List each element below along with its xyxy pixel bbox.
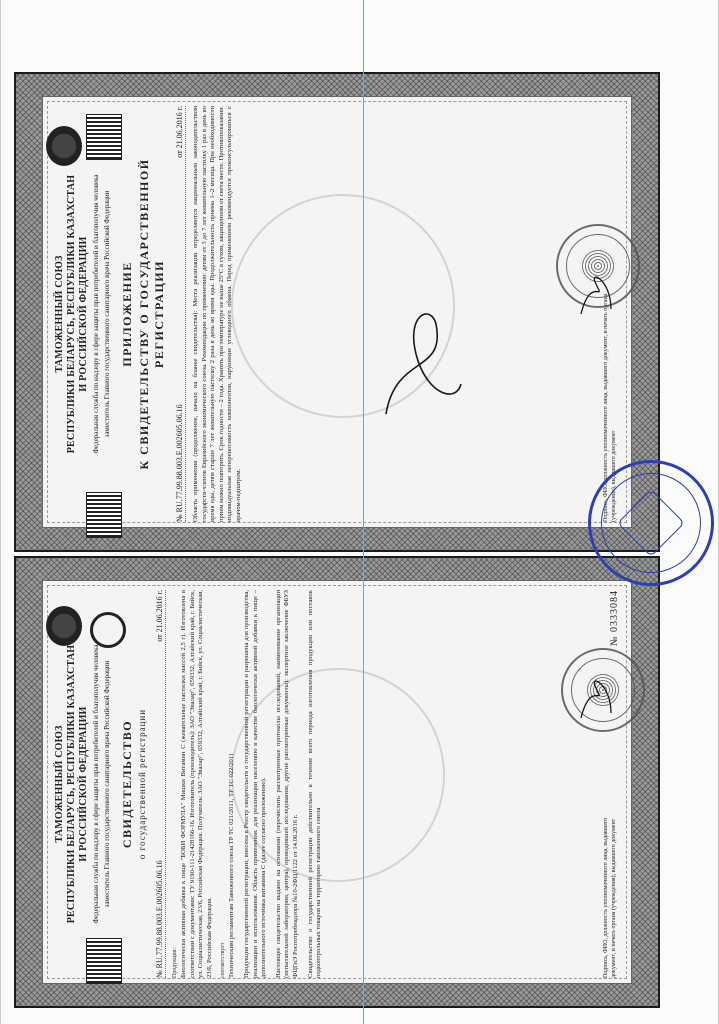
regulation-label: соответствует (220, 942, 227, 978)
certificate-subtitle: о государственной регистрации (137, 708, 147, 860)
certificate-number: RU.77.99.88.003.E.002605.06.16 (155, 860, 164, 969)
appendix-header-line-3: И РОССИЙСКОЙ ФЕДЕРАЦИИ (78, 236, 89, 392)
certificate-title: СВИДЕТЕЛЬСТВО (120, 719, 134, 849)
certificate-document (14, 556, 660, 1008)
handwritten-signature (576, 668, 616, 728)
appendix-number-line (175, 106, 186, 522)
appendix-body: Область применения (продолжение, начало на бланке свидетельства): Места реализации определяются национальным законодательством государств-членов Евразийского экономического союза. Рекомендации по применению: детям от 3 до 7 лет жевательную пастилку 1 раз в день во время еды, детям старше 7 лет жевательную пастилку 2 раза в день во время еды. Продолжительность приема 1–2 месяца. При необходимости прием можно повторить. Срок годности – 2 года. Хранить при температуре не выше 25°С в сухом, защищенном от света месте. Противопоказания: индивидуальная непереносимость компонентов, нарушение углеводного обмена. Перед применением рекомендуется проконсультироваться с врачом-педиатром. (192, 106, 242, 522)
certificate-header-line-3: И РОССИЙСКОЙ ФЕДЕРАЦИИ (78, 706, 89, 862)
certificate-header-line-1: ТАМОЖЕННЫЙ СОЮЗ (54, 725, 65, 843)
certificate-signer-label: Подпись, ФИО, должность уполномоченного лица, выдавшего документ, и печать органа (учреждения), выдавшего документ (603, 817, 617, 978)
certificate-agency-line-2: заместитель Главного государственного санитарного врача Российской Федерации (103, 660, 111, 908)
product-description: Биологически активная добавка к пище "БОБИ ФОРМУЛА" Мишки Витамин С (жевательные пастилки массой 2,5 г). Изготовлена в соответствии с документами: ТУ 9190-111-21428166-16. Изготовитель (производитель): ЗАО "Эвалар", 659332, Алтайский край, г. Бийск, ул. Социалистическая, 23/6, Российская Федерация. Получатель: ЗАО "Эвалар", 659332, Алтайский край, г. Бийск, ул. Социалистическая, 23/6, Российская Федерация. (180, 590, 213, 978)
appendix-title-2: К СВИДЕТЕЛЬСТВУ О ГОСУДАРСТВЕННОЙ РЕГИСТРАЦИИ (137, 158, 166, 470)
certificate-date: 21.06.2016 г. (155, 590, 164, 633)
handwritten-signature (576, 264, 616, 324)
ring-logo-icon (90, 612, 126, 648)
scan-edge-left (0, 0, 1, 1024)
certificate-header-line-2: РЕСПУБЛИКИ БЕЛАРУСЬ, РЕСПУБЛИКИ КАЗАХСТАН (66, 644, 77, 924)
emblem-icon (86, 114, 122, 160)
product-label: Продукция: (172, 948, 178, 978)
appendix-date: 21.06.2016 г. (175, 106, 184, 149)
certificate-agency-line-1: Федеральная служба по надзору в сфере защиты прав потребителей и благополучия человека (92, 644, 100, 924)
eurasec-logo-icon (46, 126, 82, 166)
appendix-agency-line-1: Федеральная служба по надзору в сфере защиты прав потребителей и благополучия человека (92, 174, 100, 454)
certificate-number-line (155, 590, 166, 978)
appendix-header-line-2: РЕСПУБЛИКИ БЕЛАРУСЬ, РЕСПУБЛИКИ КАЗАХСТАН (66, 174, 77, 454)
issuance-basis: Настоящее свидетельство выдано на основании (перечислить рассмотренные протоколы исследований, наименование организации (испытательной лаборатории, центра), проводившей исследования, другие рассмотренные документы): экспертное заключение ФБУЗ ФЦГиЭ Роспотребнадзора №10-2ФЦ/1122 от 14.06.2016 г. (274, 590, 299, 978)
number-label: № (175, 514, 184, 522)
emblem-icon (86, 492, 122, 538)
regulation-text: Техническим регламентам Таможенного союза ТР ТС 021/2011, ТР ТС 022/2011 (228, 752, 236, 978)
date-label: от (155, 634, 164, 642)
emblem-icon (86, 938, 122, 984)
appendix-signer-label: Подпись, ФИО, должность уполномоченного лица, выдавшего документ, и печать органа (учреждения), выдавшего документ (603, 293, 617, 522)
validity-text: Свидетельство о государственной регистрации действительно в течение всего периода изготовления продукции или поставок подконтрольных товаров на территорию таможенного союза (306, 590, 323, 978)
blank-number: № 0333084 (608, 590, 620, 647)
appendix-agency-line-2: заместитель Главного государственного санитарного врача Российской Федерации (103, 190, 111, 438)
handwritten-signature (376, 294, 466, 424)
fold-line (363, 0, 364, 1024)
number-label: № (155, 970, 164, 978)
appendix-header-line-1: ТАМОЖЕННЫЙ СОЮЗ (54, 255, 65, 373)
appendix-title: ПРИЛОЖЕНИЕ (120, 261, 134, 367)
appendix-document (14, 72, 660, 552)
eurasec-logo-icon (46, 606, 82, 646)
registration-statement: Продукция государственной регистрации, внесена в Реестр свидетельств о государственной регистрации и разрешена для производства, реализации и использования. Область применения: для реализации населению в качестве биологически активной добавки к пище – дополнительного источника витамина С (далее согласно приложению). (242, 590, 268, 978)
appendix-number: RU.77.99.88.003.E.002605.06.16 (175, 404, 184, 513)
date-label: от (175, 150, 184, 158)
